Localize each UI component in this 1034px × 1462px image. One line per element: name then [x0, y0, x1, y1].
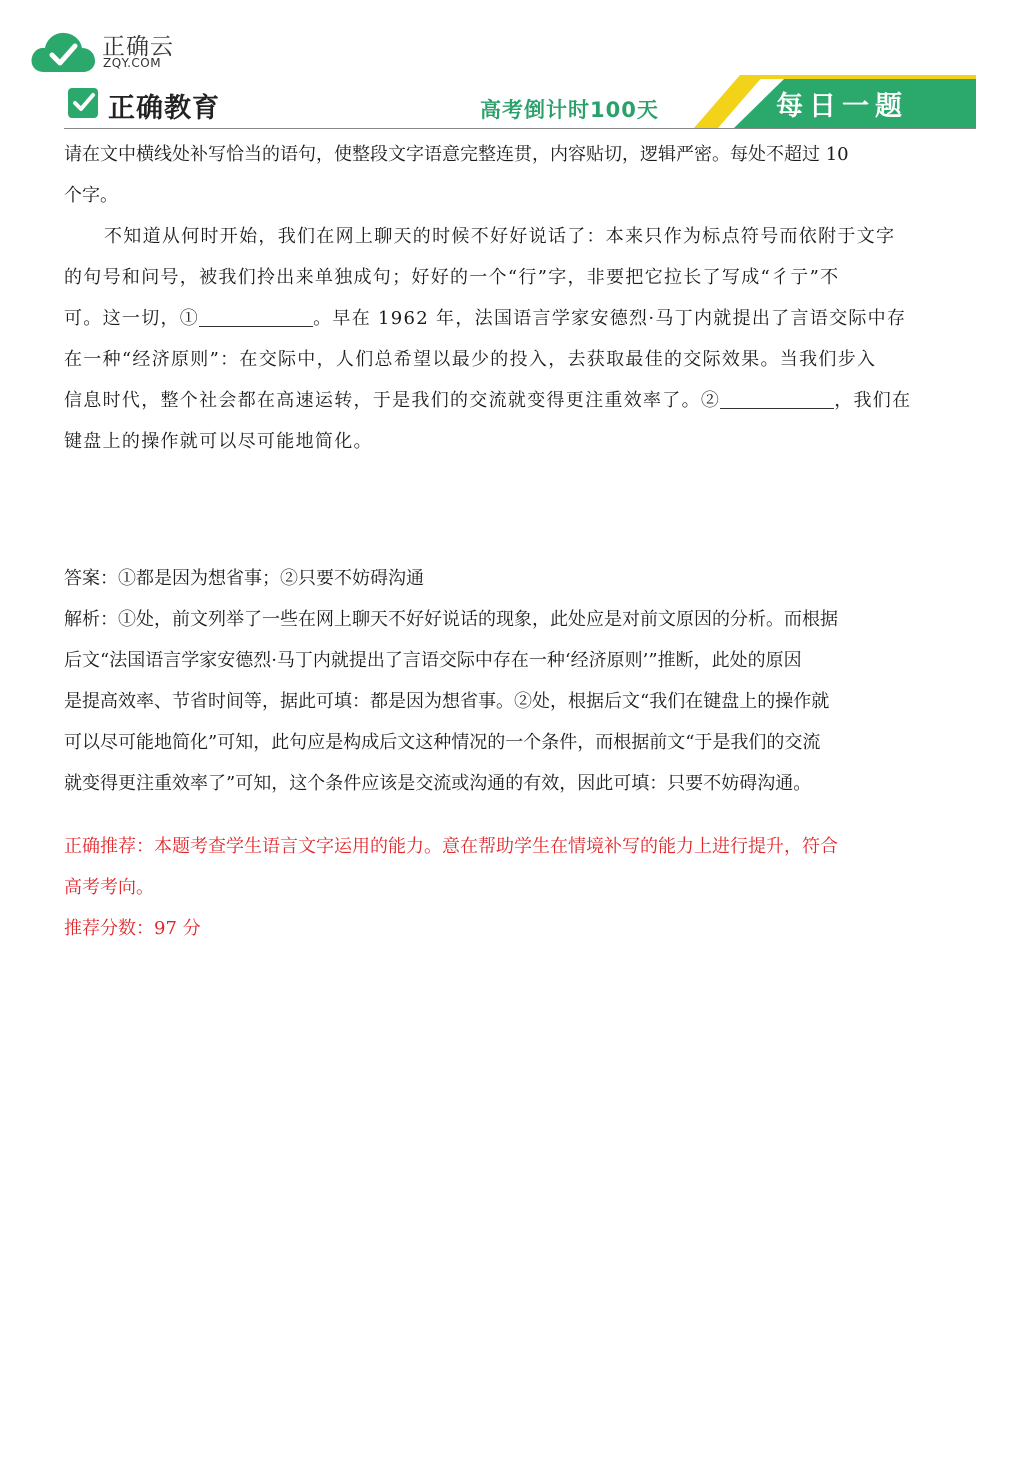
question-prompt [64, 134, 974, 216]
recommendation-section [64, 826, 974, 949]
analysis-line: 解析：①处，前文列举了一些在网上聊天不好好说话的现象，此处应是对前文原因的分析。而根据 [64, 609, 838, 630]
analysis-line: 后文“法国语言学家安德烈·马丁内就提出了言语交际中存在一种‘经济原则’”推断，此处的原因 [64, 650, 802, 671]
passage-line [64, 298, 974, 339]
logo-name: 正确云 [102, 34, 174, 60]
analysis-line: 就变得更注重效率了”可知，这个条件应该是交流或沟通的有效，因此可填：只要不妨碍沟通。 [64, 773, 812, 794]
header-divider [64, 128, 976, 129]
recommend-line: 正确推荐：本题考查学生语言文字运用的能力。意在帮助学生在情境补写的能力上进行提升，符合 [64, 836, 838, 857]
logo-domain: ZQY.COM [103, 56, 162, 70]
prompt-line: 个字。 [64, 185, 118, 206]
passage-line: 的句号和问号，被我们拎出来单独成句；好好的一个“行”字，非要把它拉长了写成“彳亍”不 [64, 267, 840, 288]
cloud-check-icon [30, 30, 96, 74]
zqy-logo [30, 24, 200, 76]
brand-title: 正确教育 [108, 93, 220, 124]
recommend-score: 推荐分数：97 分 [64, 918, 201, 939]
banner-title: 每日一题 [776, 91, 908, 122]
reading-passage [64, 216, 974, 462]
prompt-line: 请在文中横线处补写恰当的语句，使整段文字语意完整连贯，内容贴切，逻辑严密。每处不超过 10 [64, 144, 849, 165]
analysis-line: 可以尽可能地简化”可知，此句应是构成后文这种情况的一个条件，而根据前文“于是我们的交流 [64, 732, 821, 753]
analysis-line: 是提高效率、节省时间等，据此可填：都是因为想省事。②处，根据后文“我们在键盘上的操作就 [64, 691, 830, 712]
blank-2 [720, 388, 834, 409]
passage-text: 。早在 1962 年，法国语言学家安德烈·马丁内就提出了言语交际中存 [313, 308, 907, 329]
answer-text: 答案：①都是因为想省事；②只要不妨碍沟通 [64, 568, 424, 589]
passage-text: 可。这一切，① [64, 308, 200, 329]
check-icon [68, 88, 98, 118]
blank-1 [199, 306, 313, 327]
passage-text: ，我们在 [834, 390, 912, 411]
recommend-line: 高考考向。 [64, 877, 154, 898]
passage-line [64, 380, 974, 421]
passage-line: 键盘上的操作就可以尽可能地简化。 [64, 431, 373, 452]
passage-line: 不知道从何时开始，我们在网上聊天的时候不好好说话了：本来只作为标点符号而依附于文字 [104, 226, 896, 247]
analysis-section [64, 599, 974, 804]
passage-line: 在一种“经济原则”：在交际中，人们总希望以最少的投入，去获取最佳的交际效果。当我们步入 [64, 349, 877, 370]
passage-text: 信息时代，整个社会都在高速运转，于是我们的交流就变得更注重效率了。② [64, 390, 721, 411]
countdown-label: 高考倒计时100天 [480, 98, 659, 122]
question-content [64, 134, 974, 949]
page-header [64, 72, 976, 130]
